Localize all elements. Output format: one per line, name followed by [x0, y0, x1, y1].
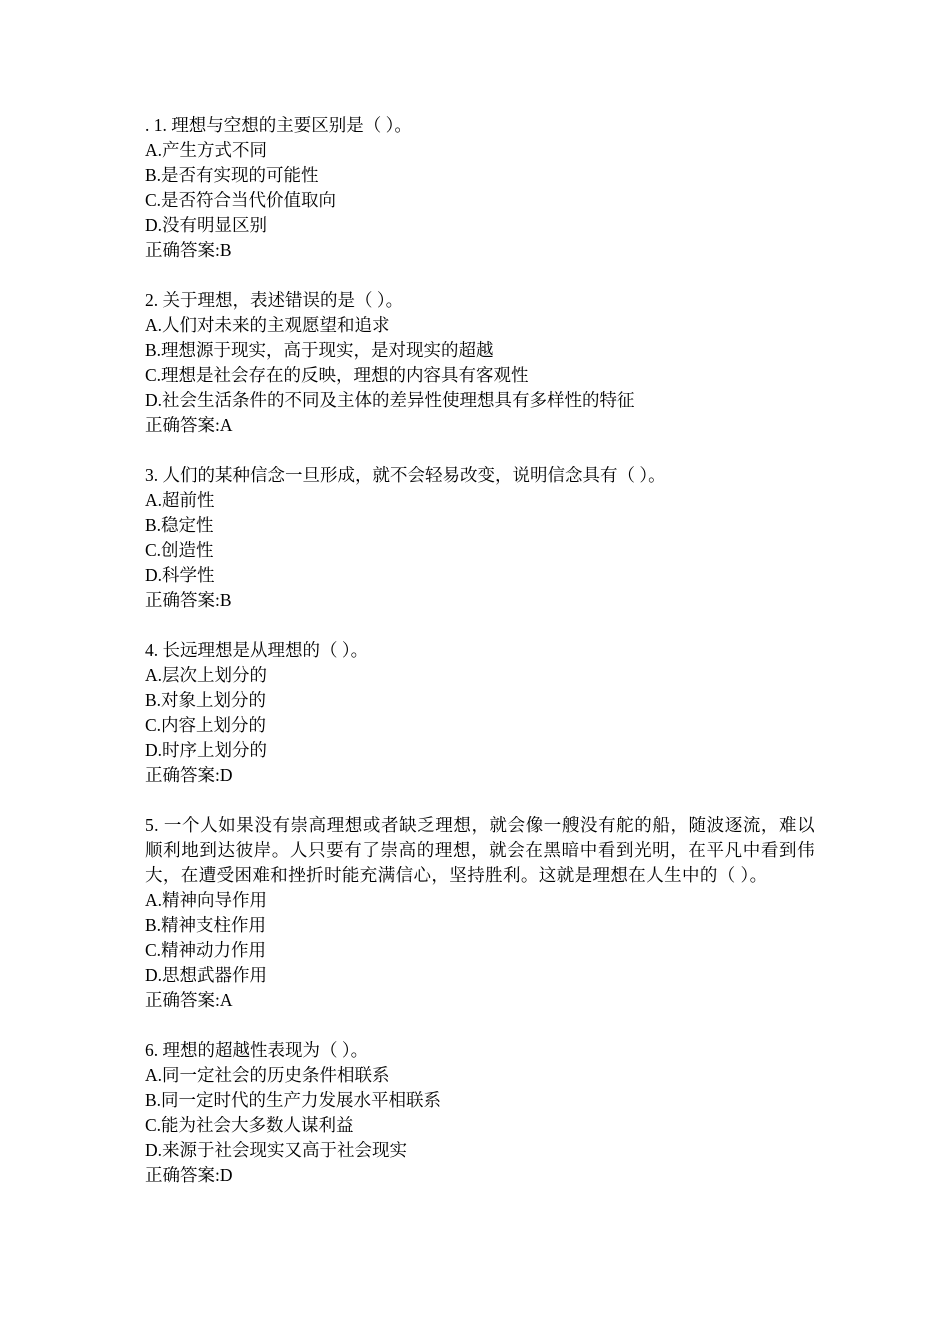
option-a: A.产生方式不同 [145, 140, 268, 160]
question-3 [145, 463, 815, 613]
option-b: B.是否有实现的可能性 [145, 165, 319, 185]
option-d: D.来源于社会现实又高于社会现实 [145, 1140, 408, 1160]
correct-answer: 正确答案:A [145, 415, 233, 435]
correct-answer: 正确答案:D [145, 765, 233, 785]
option-b: B.同一定时代的生产力发展水平相联系 [145, 1090, 442, 1110]
option-b: B.理想源于现实，高于现实，是对现实的超越 [145, 340, 494, 360]
option-a: A.人们对未来的主观愿望和追求 [145, 315, 390, 335]
correct-answer: 正确答案:A [145, 990, 233, 1010]
option-c: C.是否符合当代价值取向 [145, 190, 337, 210]
option-a: A.精神向导作用 [145, 890, 268, 910]
question-4 [145, 638, 815, 788]
document-page [145, 113, 815, 1213]
option-b: B.稳定性 [145, 515, 214, 535]
question-stem: 6. 理想的超越性表现为（ ）。 [145, 1040, 369, 1060]
option-c: C.内容上划分的 [145, 715, 267, 735]
question-stem: 4. 长远理想是从理想的（ ）。 [145, 640, 369, 660]
question-stem: 2. 关于理想，表述错误的是（ ）。 [145, 290, 404, 310]
option-a: A.层次上划分的 [145, 665, 268, 685]
question-stem: 3. 人们的某种信念一旦形成，就不会轻易改变，说明信念具有（ ）。 [145, 465, 666, 485]
option-d: D.社会生活条件的不同及主体的差异性使理想具有多样性的特征 [145, 390, 635, 410]
question-2 [145, 288, 815, 438]
option-c: C.能为社会大多数人谋利益 [145, 1115, 354, 1135]
option-d: D.科学性 [145, 565, 215, 585]
option-a: A.超前性 [145, 490, 215, 510]
question-1 [145, 113, 815, 263]
option-c: C.创造性 [145, 540, 214, 560]
option-d: D.思想武器作用 [145, 965, 268, 985]
correct-answer: 正确答案:D [145, 1165, 233, 1185]
option-d: D.没有明显区别 [145, 215, 268, 235]
question-5 [145, 813, 815, 1013]
option-b: B.精神支柱作用 [145, 915, 267, 935]
question-stem: . 1. 理想与空想的主要区别是（ ）。 [145, 115, 412, 135]
option-b: B.对象上划分的 [145, 690, 267, 710]
option-a: A.同一定社会的历史条件相联系 [145, 1065, 390, 1085]
question-stem: 5. 一个人如果没有崇高理想或者缺乏理想，就会像一艘没有舵的船，随波逐流，难以顺利地到达彼岸。人只要有了崇高的理想，就会在黑暗中看到光明，在平凡中看到伟大，在遭受困难和挫折时能充满信心，坚持胜利。这就是理想在人生中的（ ）。 [145, 815, 815, 885]
correct-answer: 正确答案:B [145, 240, 232, 260]
option-c: C.理想是社会存在的反映，理想的内容具有客观性 [145, 365, 529, 385]
question-6 [145, 1038, 815, 1188]
option-d: D.时序上划分的 [145, 740, 268, 760]
option-c: C.精神动力作用 [145, 940, 267, 960]
correct-answer: 正确答案:B [145, 590, 232, 610]
